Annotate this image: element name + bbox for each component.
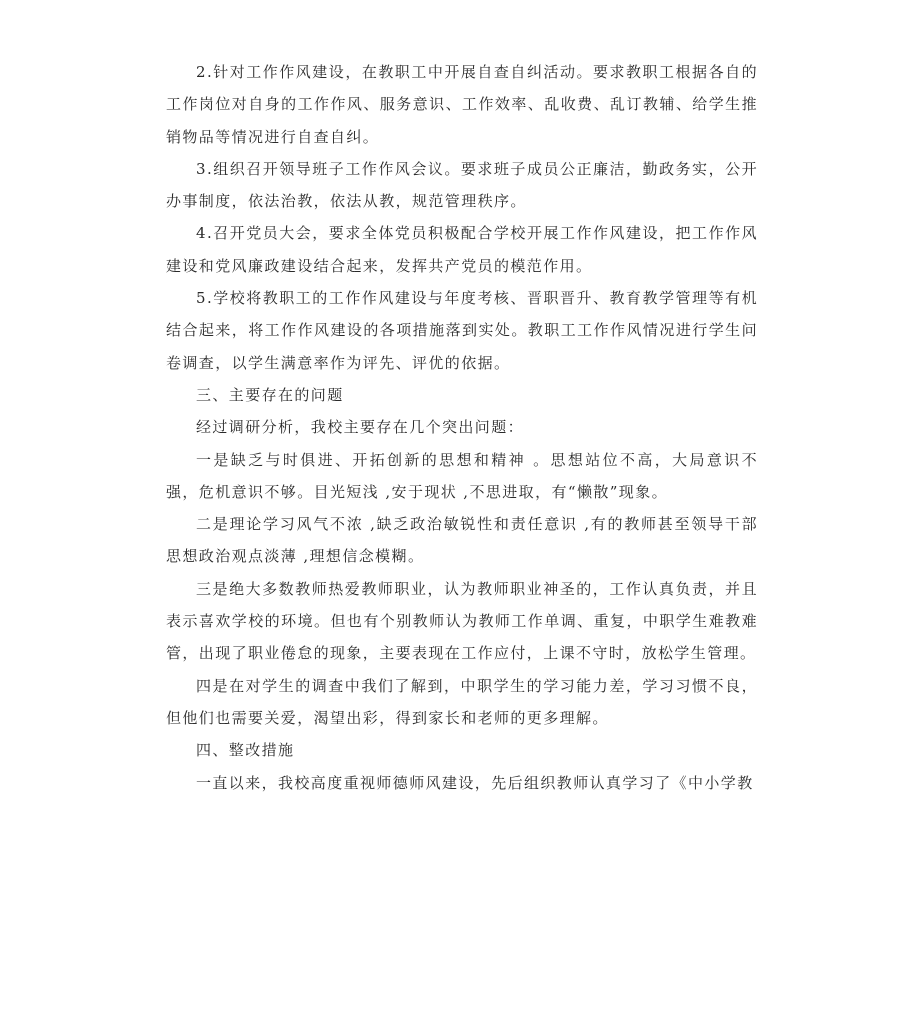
paragraph-item-5: 5.学校将教职工的工作作风建设与年度考核、晋职晋升、教育教学管理等有机结合起来，将工作作风建设的各项措施落到实处。教职工工作作风情况进行学生问卷调查，以学生满意率作为评先、评优的依据。 bbox=[166, 289, 758, 372]
paragraph-problem-4: 四是在对学生的调查中我们了解到，中职学生的学习能力差，学习习惯不良，但他们也需要关爱，渴望出彩，得到家长和老师的更多理解。 bbox=[166, 676, 758, 727]
paragraph-problem-2: 二是理论学习风气不浓 ,缺乏政治敏锐性和责任意识 ,有的教师甚至领导干部思想政治观点淡薄 ,理想信念模糊。 bbox=[166, 515, 758, 566]
section-heading-measures: 四、整改措施 bbox=[196, 741, 295, 760]
paragraph-problem-3: 三是绝大多数教师热爱教师职业，认为教师职业神圣的，工作认真负责，并且表示喜欢学校的环境。但也有个别教师认为教师工作单调、重复，中职学生难教难管，出现了职业倦怠的现象，主要表现在工作应付，上课不守时，放松学生管理。 bbox=[166, 579, 758, 663]
paragraph-item-3: 3.组织召开领导班子工作作风会议。要求班子成员公正廉洁，勤政务实，公开办事制度，依法治教，依法从教，规范管理秩序。 bbox=[166, 159, 758, 211]
paragraph-problem-1: 一是缺乏与时俱进、开拓创新的思想和精神 。思想站位不高，大局意识不强，危机意识不够。目光短浅 ,安于现状 ,不思进取，有“懒散”现象。 bbox=[166, 450, 758, 501]
paragraph-item-2: 2.针对工作作风建设，在教职工中开展自查自纠活动。要求教职工根据各自的工作岗位对自身的工作作风、服务意识、工作效率、乱收费、乱订教辅、给学生推销物品等情况进行自查自纠。 bbox=[166, 63, 758, 146]
paragraph-problems-intro: 经过调研分析，我校主要存在几个突出问题： bbox=[196, 418, 525, 437]
section-heading-problems: 三、主要存在的问题 bbox=[196, 385, 344, 404]
paragraph-item-4: 4.召开党员大会，要求全体党员积极配合学校开展工作作风建设，把工作作风建设和党风廉政建设结合起来，发挥共产党员的模范作用。 bbox=[166, 224, 758, 275]
document-body bbox=[166, 56, 758, 799]
paragraph-measures-intro: 一直以来，我校高度重视师德师风建设，先后组织教师认真学习了《中小学教 bbox=[196, 773, 754, 792]
